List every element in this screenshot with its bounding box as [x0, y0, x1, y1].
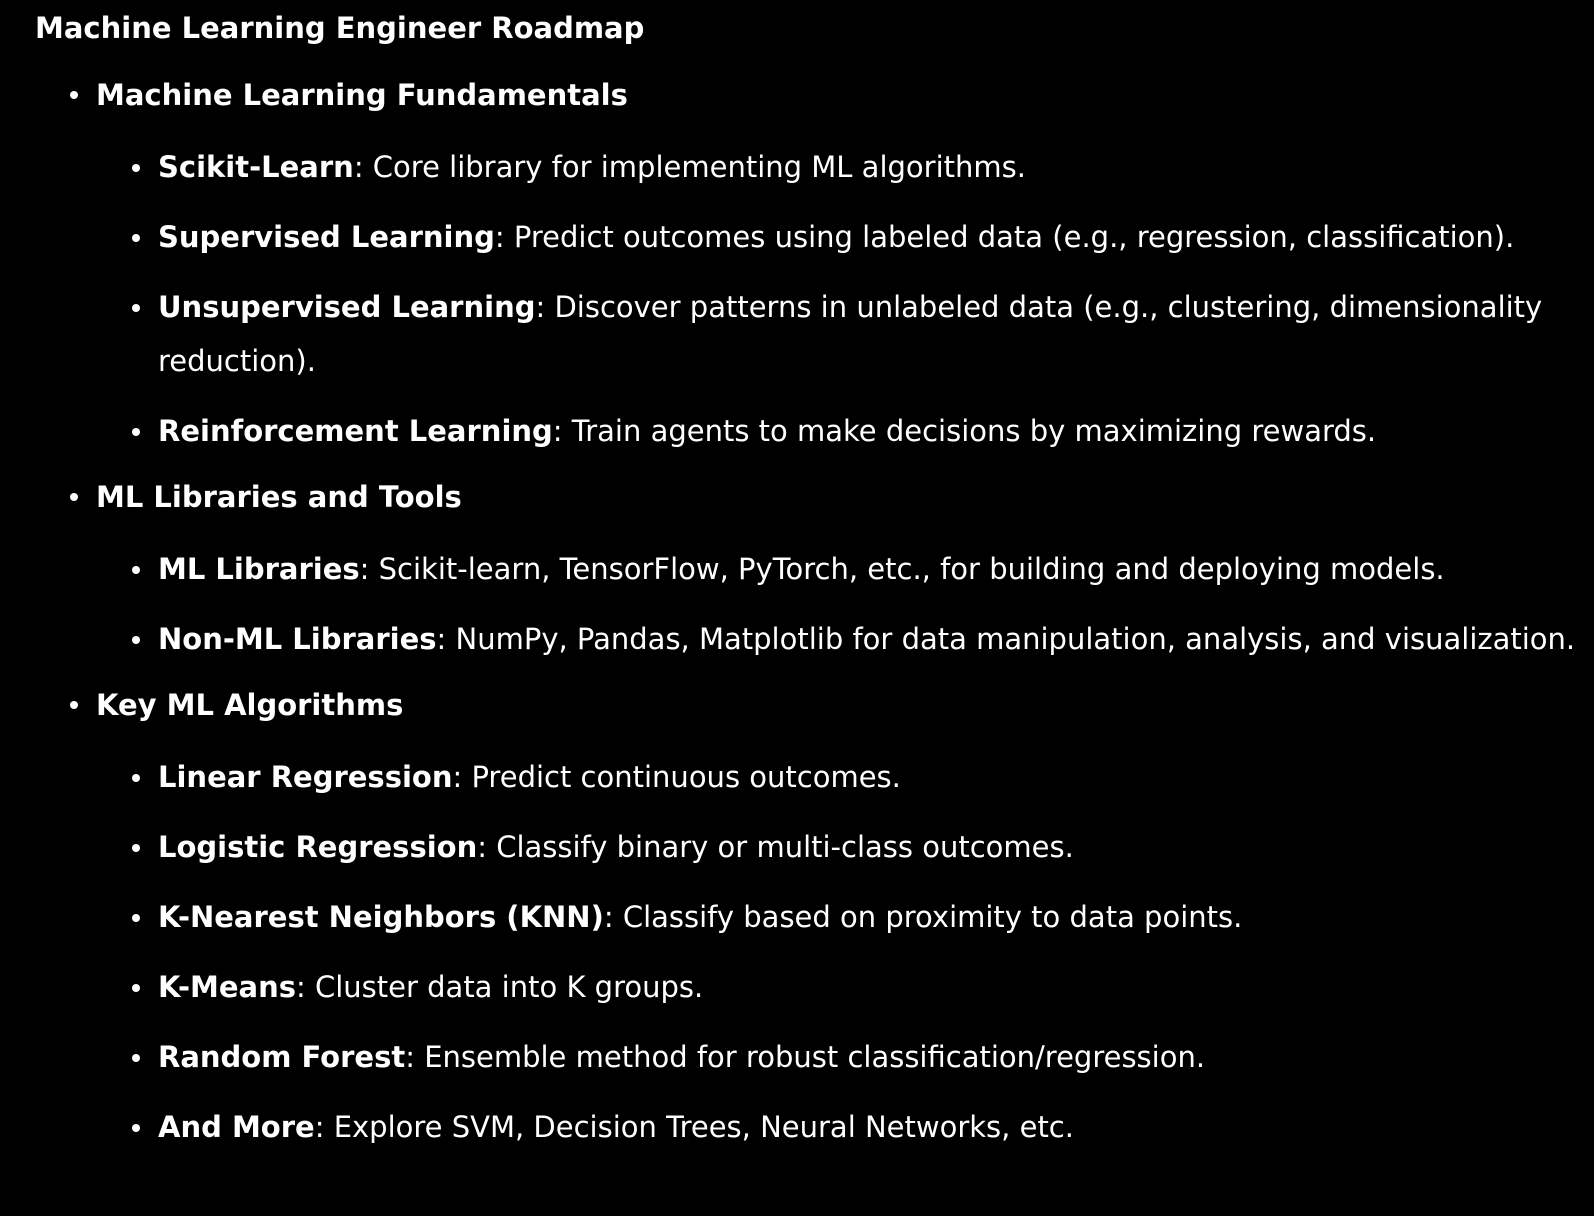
- item-term: Unsupervised Learning: [158, 290, 536, 324]
- item-term: Logistic Regression: [158, 830, 478, 864]
- section-heading: ML Libraries and Tools: [96, 480, 462, 514]
- item-term: And More: [158, 1110, 315, 1144]
- item-list: [96, 542, 1575, 666]
- list-item: [158, 1030, 1575, 1084]
- item-description: : NumPy, Pandas, Matplotlib for data manipulation, analysis, and visualization.: [436, 622, 1576, 656]
- section-ml-libraries: [96, 474, 1575, 666]
- roadmap-document: [35, 6, 1575, 1170]
- list-item: [158, 1100, 1575, 1154]
- item-term: Linear Regression: [158, 760, 453, 794]
- section-heading: Machine Learning Fundamentals: [96, 78, 628, 112]
- list-item: [158, 404, 1575, 458]
- item-term: K-Nearest Neighbors (KNN): [158, 900, 604, 934]
- item-term: ML Libraries: [158, 552, 360, 586]
- item-description: : Classify based on proximity to data points.: [603, 900, 1243, 934]
- item-description: : Predict outcomes using labeled data (e.g., regression, classification).: [494, 220, 1515, 254]
- page-title: Machine Learning Engineer Roadmap: [35, 11, 645, 45]
- item-term: Supervised Learning: [158, 220, 495, 254]
- item-term: Non-ML Libraries: [158, 622, 437, 656]
- list-item: [158, 750, 1575, 804]
- item-description: : Train agents to make decisions by maximizing rewards.: [552, 414, 1377, 448]
- item-term: Random Forest: [158, 1040, 406, 1074]
- list-item: [158, 280, 1575, 388]
- item-description: : Predict continuous outcomes.: [452, 760, 901, 794]
- item-list: [96, 750, 1575, 1154]
- item-description: : Cluster data into K groups.: [296, 970, 704, 1004]
- list-item: [158, 960, 1575, 1014]
- section-list: [35, 72, 1575, 1154]
- item-description: : Discover patterns in unlabeled data (e.g., clustering, dimensionality reduction).: [158, 290, 1543, 378]
- item-description: : Core library for implementing ML algorithms.: [353, 150, 1026, 184]
- item-description: : Scikit-learn, TensorFlow, PyTorch, etc., for building and deploying models.: [359, 552, 1445, 586]
- list-item: [158, 820, 1575, 874]
- section-key-algorithms: [96, 682, 1575, 1154]
- list-item: [158, 210, 1575, 264]
- list-item: [158, 890, 1575, 944]
- section-ml-fundamentals: [96, 72, 1575, 458]
- item-description: : Ensemble method for robust classification/regression.: [405, 1040, 1206, 1074]
- section-heading: Key ML Algorithms: [96, 688, 404, 722]
- item-description: : Explore SVM, Decision Trees, Neural Networks, etc.: [314, 1110, 1074, 1144]
- item-description: : Classify binary or multi-class outcomes.: [477, 830, 1074, 864]
- item-term: Reinforcement Learning: [158, 414, 553, 448]
- item-term: Scikit-Learn: [158, 150, 354, 184]
- list-item: [158, 612, 1575, 666]
- item-list: [96, 140, 1575, 458]
- list-item: [158, 542, 1575, 596]
- list-item: [158, 140, 1575, 194]
- item-term: K-Means: [158, 970, 296, 1004]
